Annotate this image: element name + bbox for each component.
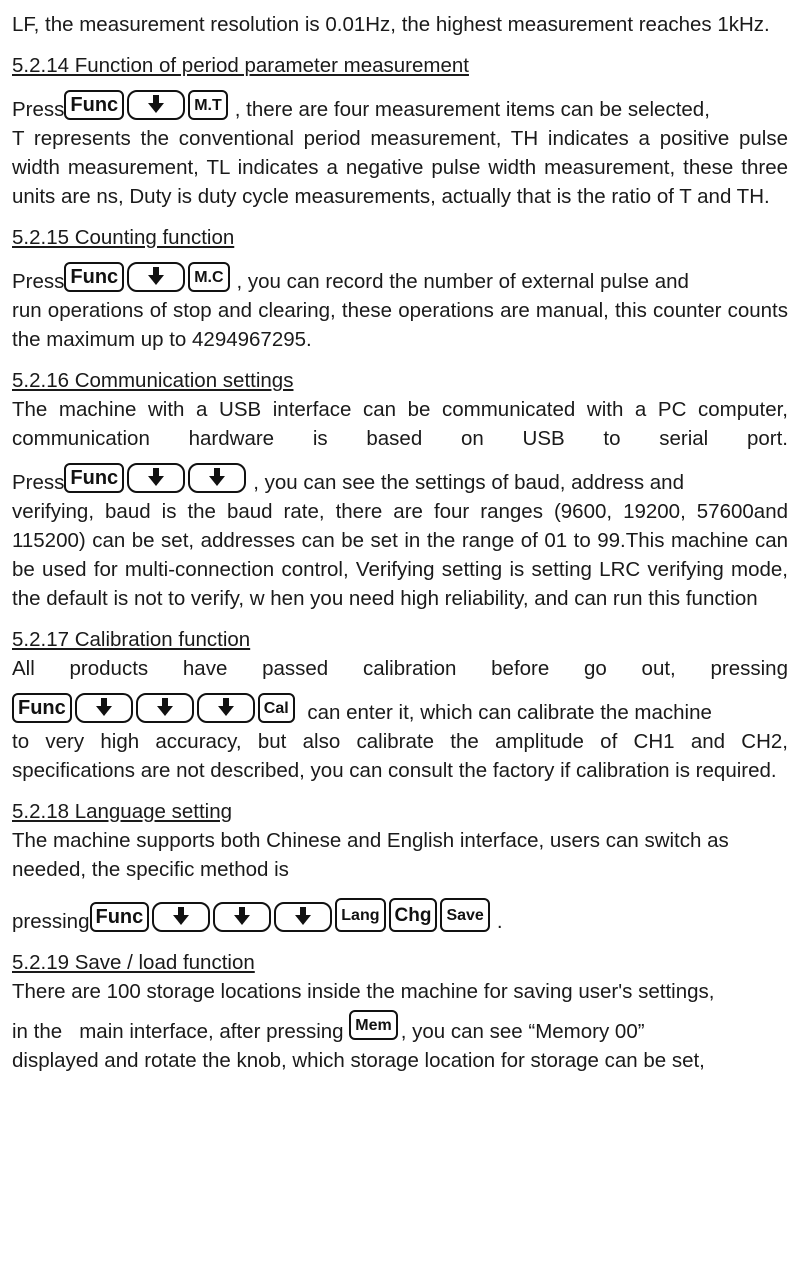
s14-text1: , there are four measurement items can be selected, (234, 98, 710, 121)
key-sequence (64, 262, 232, 292)
s14-press-line (12, 94, 788, 124)
heading-5-2-18: 5.2.18 Language setting (12, 800, 232, 823)
down-arrow-key (197, 693, 255, 723)
down-arrow-icon (96, 706, 112, 716)
down-arrow-icon (148, 275, 164, 285)
down-arrow-icon (295, 915, 311, 925)
down-arrow-key (152, 902, 210, 932)
s15-text1: , you can record the number of external pulse and (236, 270, 689, 293)
s16-text1: , you can see the settings of baud, address and (253, 471, 684, 494)
heading-5-2-14: 5.2.14 Function of period parameter measurement (12, 54, 469, 77)
down-arrow-key (274, 902, 332, 932)
key-sequence (64, 463, 249, 493)
save-key: Save (440, 898, 489, 932)
func-key: Func (64, 463, 124, 493)
func-key: Func (90, 902, 150, 932)
s19-body: displayed and rotate the knob, which storage location for storage can be set, (12, 1049, 705, 1072)
s19-text1b: , you can see “Memory 00” (400, 1020, 645, 1043)
down-arrow-key (127, 463, 185, 493)
s16-press-line (12, 467, 788, 497)
s17-intro: All products have passed calibration before go out, pressing (12, 657, 788, 680)
key-sequence (90, 898, 493, 932)
heading-5-2-16: 5.2.16 Communication settings (12, 369, 294, 392)
press-label: Press (12, 471, 65, 494)
s18-intro: The machine supports both Chinese and English interface, users can switch as needed, the specific method is (12, 829, 729, 881)
down-arrow-icon (173, 915, 189, 925)
down-arrow-icon (148, 103, 164, 113)
press-label: Press (12, 98, 65, 121)
chg-key: Chg (389, 898, 438, 932)
pressing-label: pressing (12, 910, 90, 933)
cal-key: Cal (258, 693, 295, 723)
s15-body: run operations of stop and clearing, these operations are manual, this counter counts the maximum up to 4294967295. (12, 299, 788, 351)
down-arrow-key (127, 90, 185, 120)
heading-5-2-19: 5.2.19 Save / load function (12, 951, 255, 974)
down-arrow-icon (157, 706, 173, 716)
s17-body: to very high accuracy, but also calibrate the amplitude of CH1 and CH2, specifications are not described, you can consult the factory if calibration is required. (12, 730, 788, 782)
manual-page (12, 10, 788, 1075)
func-key: Func (64, 90, 124, 120)
heading-5-2-17: 5.2.17 Calibration function (12, 628, 251, 651)
func-key: Func (64, 262, 124, 292)
s18-press-line (12, 902, 788, 936)
press-label: Press (12, 270, 65, 293)
s17-text1: can enter it, which can calibrate the machine (301, 701, 712, 724)
func-key: Func (12, 693, 72, 723)
s16-intro: The machine with a USB interface can be communicated with a PC computer, communication hardware is based on USB to serial port. (12, 398, 788, 450)
down-arrow-key (188, 463, 246, 493)
s18-end: . (496, 910, 503, 933)
s19-intro: There are 100 storage locations inside the machine for saving user's settings, (12, 980, 715, 1003)
mt-key: M.T (188, 90, 228, 120)
down-arrow-icon (234, 915, 250, 925)
key-sequence (64, 90, 230, 120)
mc-key: M.C (188, 262, 229, 292)
intro-paragraph: LF, the measurement resolution is 0.01Hz, the highest measurement reaches 1kHz. (12, 13, 770, 36)
key-sequence (12, 693, 298, 723)
down-arrow-icon (148, 476, 164, 486)
down-arrow-icon (209, 476, 225, 486)
s14-body: T represents the conventional period measurement, TH indicates a positive pulse width measurement, TL indicates a negative pulse width measurement, these three units are ns, Duty is duty cycle measurements, actually that is the ratio of T and TH. (12, 127, 788, 208)
s17-press-line (12, 697, 788, 727)
down-arrow-key (127, 262, 185, 292)
s19-text1a: in the main interface, after pressing (12, 1020, 350, 1043)
s15-press-line (12, 266, 788, 296)
lang-key: Lang (335, 898, 385, 932)
mem-key: Mem (349, 1010, 397, 1040)
down-arrow-icon (218, 706, 234, 716)
down-arrow-key (75, 693, 133, 723)
heading-5-2-15: 5.2.15 Counting function (12, 226, 235, 249)
down-arrow-key (136, 693, 194, 723)
down-arrow-key (213, 902, 271, 932)
s19-press-line (12, 1016, 788, 1046)
s16-body: verifying, baud is the baud rate, there are four ranges (9600, 19200, 57600and 115200) can be set, addresses can be set in the range of 01 to 99.This machine can be used for multi-connection control, Verifying setting is setting LRC verifying mode, the default is not to verify, w hen you need high reliability, and can run this function (12, 500, 788, 610)
